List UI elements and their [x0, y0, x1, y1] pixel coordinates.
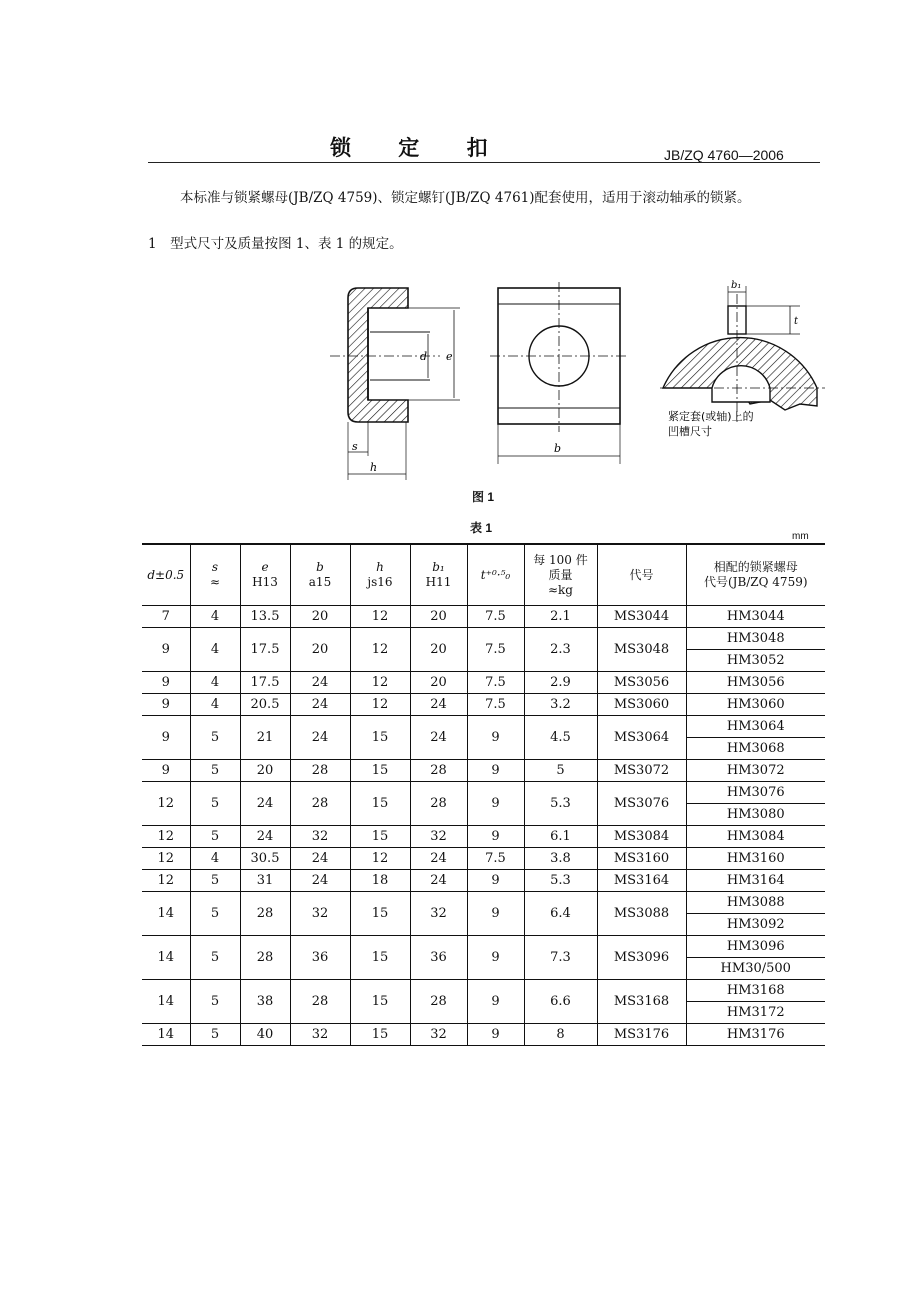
cell-e: 17.5: [240, 672, 290, 694]
label-e: e: [446, 350, 453, 363]
groove-detail-view: [660, 286, 825, 422]
cell-nut-code: [686, 980, 825, 1024]
nut-code: HM3080: [726, 807, 785, 822]
cell-s: 4: [190, 606, 240, 628]
table-row: [142, 782, 825, 826]
cell-code: MS3072: [597, 760, 686, 782]
cell-s: 4: [190, 628, 240, 672]
header-e: e H13: [240, 544, 290, 606]
cell-h: 12: [350, 628, 410, 672]
cell-nut-code: [686, 672, 825, 694]
table-row: [142, 672, 825, 694]
label-s: s: [352, 440, 358, 453]
cell-e: 13.5: [240, 606, 290, 628]
cell-b1: 36: [410, 936, 467, 980]
cell-b1: 20: [410, 606, 467, 628]
cell-code: MS3056: [597, 672, 686, 694]
cell-t: 7.5: [467, 628, 524, 672]
standard-number: JB/ZQ 4760—2006: [664, 147, 784, 163]
cell-s: 5: [190, 936, 240, 980]
nut-code: HM3056: [726, 675, 785, 690]
cell-b1: 24: [410, 870, 467, 892]
table-row: [142, 694, 825, 716]
label-t: t: [794, 316, 799, 327]
cell-t: 7.5: [467, 672, 524, 694]
cell-t: 9: [467, 870, 524, 892]
cell-e: 17.5: [240, 628, 290, 672]
cell-d: 14: [142, 1024, 190, 1046]
cell-mass: 5.3: [524, 870, 597, 892]
cell-code: MS3168: [597, 980, 686, 1024]
cell-b: 28: [290, 980, 350, 1024]
cell-e: 21: [240, 716, 290, 760]
cell-b1: 32: [410, 826, 467, 848]
cell-nut-code: [686, 716, 825, 760]
cell-code: MS3096: [597, 936, 686, 980]
cell-s: 4: [190, 672, 240, 694]
cell-d: 9: [142, 716, 190, 760]
cell-code: MS3088: [597, 892, 686, 936]
section-view: [330, 288, 460, 480]
table-row: [142, 606, 825, 628]
header-t: t⁺⁰·⁵₀: [467, 544, 524, 606]
cell-code: MS3060: [597, 694, 686, 716]
cell-h: 15: [350, 782, 410, 826]
header-rule: [148, 162, 820, 163]
cell-t: 9: [467, 892, 524, 936]
cell-s: 4: [190, 694, 240, 716]
cell-d: 12: [142, 848, 190, 870]
cell-t: 9: [467, 760, 524, 782]
cell-nut-code: [686, 848, 825, 870]
cell-t: 9: [467, 936, 524, 980]
cell-code: MS3064: [597, 716, 686, 760]
cell-b1: 28: [410, 980, 467, 1024]
cell-h: 12: [350, 672, 410, 694]
cell-e: 20.5: [240, 694, 290, 716]
nut-code: HM3092: [726, 917, 785, 932]
cell-b1: 28: [410, 760, 467, 782]
table-row: [142, 892, 825, 936]
cell-s: 5: [190, 892, 240, 936]
table-caption: 表 1: [470, 521, 493, 535]
cell-b: 28: [290, 782, 350, 826]
cell-b: 24: [290, 694, 350, 716]
cell-mass: 3.8: [524, 848, 597, 870]
cell-e: 40: [240, 1024, 290, 1046]
nut-code: HM3088: [687, 892, 826, 914]
nut-code: HM3052: [726, 653, 785, 668]
nut-code: HM3064: [687, 716, 826, 738]
cell-d: 14: [142, 980, 190, 1024]
table-row: [142, 848, 825, 870]
cell-h: 18: [350, 870, 410, 892]
cell-mass: 5.3: [524, 782, 597, 826]
header-b: b a15: [290, 544, 350, 606]
cell-t: 9: [467, 826, 524, 848]
cell-t: 9: [467, 980, 524, 1024]
table-row: [142, 936, 825, 980]
cell-d: 14: [142, 892, 190, 936]
cell-nut-code: [686, 1024, 825, 1046]
cell-b: 32: [290, 826, 350, 848]
table-row: [142, 870, 825, 892]
cell-b1: 24: [410, 848, 467, 870]
cell-mass: 6.6: [524, 980, 597, 1024]
intro-paragraph: 本标准与锁紧螺母(JB/ZQ 4759)、锁定螺钉(JB/ZQ 4761)配套使用，适用于滚动轴承的锁紧。: [180, 190, 751, 206]
cell-code: MS3048: [597, 628, 686, 672]
header-code: 代号: [597, 544, 686, 606]
cell-code: MS3084: [597, 826, 686, 848]
cell-d: 12: [142, 826, 190, 848]
cell-code: MS3076: [597, 782, 686, 826]
cell-e: 28: [240, 936, 290, 980]
cell-h: 15: [350, 716, 410, 760]
cell-b1: 28: [410, 782, 467, 826]
cell-b: 28: [290, 760, 350, 782]
cell-h: 15: [350, 980, 410, 1024]
cell-e: 24: [240, 782, 290, 826]
cell-b: 36: [290, 936, 350, 980]
nut-code: HM3068: [726, 741, 785, 756]
nut-code: HM3168: [687, 980, 826, 1002]
cell-s: 4: [190, 848, 240, 870]
cell-t: 7.5: [467, 848, 524, 870]
table-row: [142, 760, 825, 782]
table-row: [142, 1024, 825, 1046]
cell-b: 20: [290, 628, 350, 672]
cell-mass: 2.3: [524, 628, 597, 672]
cell-s: 5: [190, 782, 240, 826]
table-row: [142, 716, 825, 760]
cell-code: MS3164: [597, 870, 686, 892]
cell-b: 24: [290, 848, 350, 870]
label-b1: b₁: [731, 280, 742, 291]
cell-nut-code: [686, 606, 825, 628]
cell-s: 5: [190, 826, 240, 848]
cell-mass: 3.2: [524, 694, 597, 716]
dimensions-table: [142, 543, 825, 1046]
cell-b1: 20: [410, 628, 467, 672]
header-d: d±0.5: [142, 544, 190, 606]
nut-code: HM3060: [726, 697, 785, 712]
cell-mass: 6.4: [524, 892, 597, 936]
cell-s: 5: [190, 716, 240, 760]
table-row: [142, 826, 825, 848]
cell-b1: 20: [410, 672, 467, 694]
cell-nut-code: [686, 782, 825, 826]
cell-d: 9: [142, 694, 190, 716]
cell-s: 5: [190, 870, 240, 892]
cell-code: MS3176: [597, 1024, 686, 1046]
nut-code: HM3084: [726, 829, 785, 844]
cell-e: 38: [240, 980, 290, 1024]
nut-code: HM30/500: [720, 961, 791, 976]
cell-t: 9: [467, 782, 524, 826]
cell-nut-code: [686, 892, 825, 936]
cell-mass: 2.1: [524, 606, 597, 628]
cell-t: 9: [467, 1024, 524, 1046]
front-view: [490, 282, 628, 464]
cell-d: 9: [142, 760, 190, 782]
cell-mass: 6.1: [524, 826, 597, 848]
nut-code: HM3048: [687, 628, 826, 650]
header-mass: 每 100 件 质量 ≈kg: [524, 544, 597, 606]
nut-code: HM3044: [726, 609, 785, 624]
cell-t: 9: [467, 716, 524, 760]
cell-h: 12: [350, 848, 410, 870]
cell-h: 15: [350, 1024, 410, 1046]
cell-b: 32: [290, 892, 350, 936]
label-b: b: [554, 442, 562, 455]
cell-nut-code: [686, 694, 825, 716]
cell-s: 5: [190, 760, 240, 782]
cell-b1: 24: [410, 716, 467, 760]
cell-nut-code: [686, 826, 825, 848]
cell-b: 20: [290, 606, 350, 628]
cell-d: 12: [142, 870, 190, 892]
groove-note-line1: 紧定套(或轴)上的: [668, 410, 754, 423]
cell-b: 24: [290, 716, 350, 760]
figure-1-drawings: [330, 272, 830, 482]
table-row: [142, 628, 825, 672]
nut-code: HM3176: [726, 1027, 785, 1042]
nut-code: HM3072: [726, 763, 785, 778]
header-s: s ≈: [190, 544, 240, 606]
cell-s: 5: [190, 980, 240, 1024]
cell-h: 15: [350, 826, 410, 848]
document-title: 锁 定 扣: [330, 135, 508, 160]
cell-h: 12: [350, 694, 410, 716]
cell-nut-code: [686, 628, 825, 672]
cell-nut-code: [686, 870, 825, 892]
nut-code: HM3160: [726, 851, 785, 866]
cell-t: 7.5: [467, 606, 524, 628]
header-nut-code: 相配的锁紧螺母 代号(JB/ZQ 4759): [686, 544, 825, 606]
cell-code: MS3044: [597, 606, 686, 628]
figure-caption: 图 1: [472, 490, 495, 504]
nut-code: HM3164: [726, 873, 785, 888]
cell-h: 15: [350, 892, 410, 936]
cell-h: 15: [350, 760, 410, 782]
table-row: [142, 980, 825, 1024]
cell-mass: 5: [524, 760, 597, 782]
cell-t: 7.5: [467, 694, 524, 716]
cell-d: 9: [142, 628, 190, 672]
cell-d: 14: [142, 936, 190, 980]
label-d: d: [420, 350, 428, 363]
cell-h: 12: [350, 606, 410, 628]
cell-e: 20: [240, 760, 290, 782]
cell-e: 30.5: [240, 848, 290, 870]
cell-e: 28: [240, 892, 290, 936]
table-body: [142, 606, 825, 1046]
table-unit: mm: [792, 531, 809, 542]
header-h: h js16: [350, 544, 410, 606]
cell-mass: 4.5: [524, 716, 597, 760]
cell-b: 24: [290, 870, 350, 892]
cell-e: 24: [240, 826, 290, 848]
cell-b1: 32: [410, 892, 467, 936]
cell-nut-code: [686, 936, 825, 980]
cell-b1: 24: [410, 694, 467, 716]
cell-b: 32: [290, 1024, 350, 1046]
cell-h: 15: [350, 936, 410, 980]
cell-nut-code: [686, 760, 825, 782]
cell-d: 9: [142, 672, 190, 694]
cell-mass: 2.9: [524, 672, 597, 694]
cell-mass: 8: [524, 1024, 597, 1046]
clause-1: 1 型式尺寸及质量按图 1、表 1 的规定。: [148, 236, 403, 252]
groove-note-line2: 凹槽尺寸: [668, 425, 712, 438]
cell-mass: 7.3: [524, 936, 597, 980]
cell-d: 7: [142, 606, 190, 628]
cell-d: 12: [142, 782, 190, 826]
nut-code: HM3172: [726, 1005, 785, 1020]
cell-code: MS3160: [597, 848, 686, 870]
cell-e: 31: [240, 870, 290, 892]
header-b1: b₁ H11: [410, 544, 467, 606]
cell-s: 5: [190, 1024, 240, 1046]
cell-b1: 32: [410, 1024, 467, 1046]
nut-code: HM3096: [687, 936, 826, 958]
table-header-row: [142, 544, 825, 606]
nut-code: HM3076: [687, 782, 826, 804]
cell-b: 24: [290, 672, 350, 694]
label-h: h: [370, 461, 378, 474]
